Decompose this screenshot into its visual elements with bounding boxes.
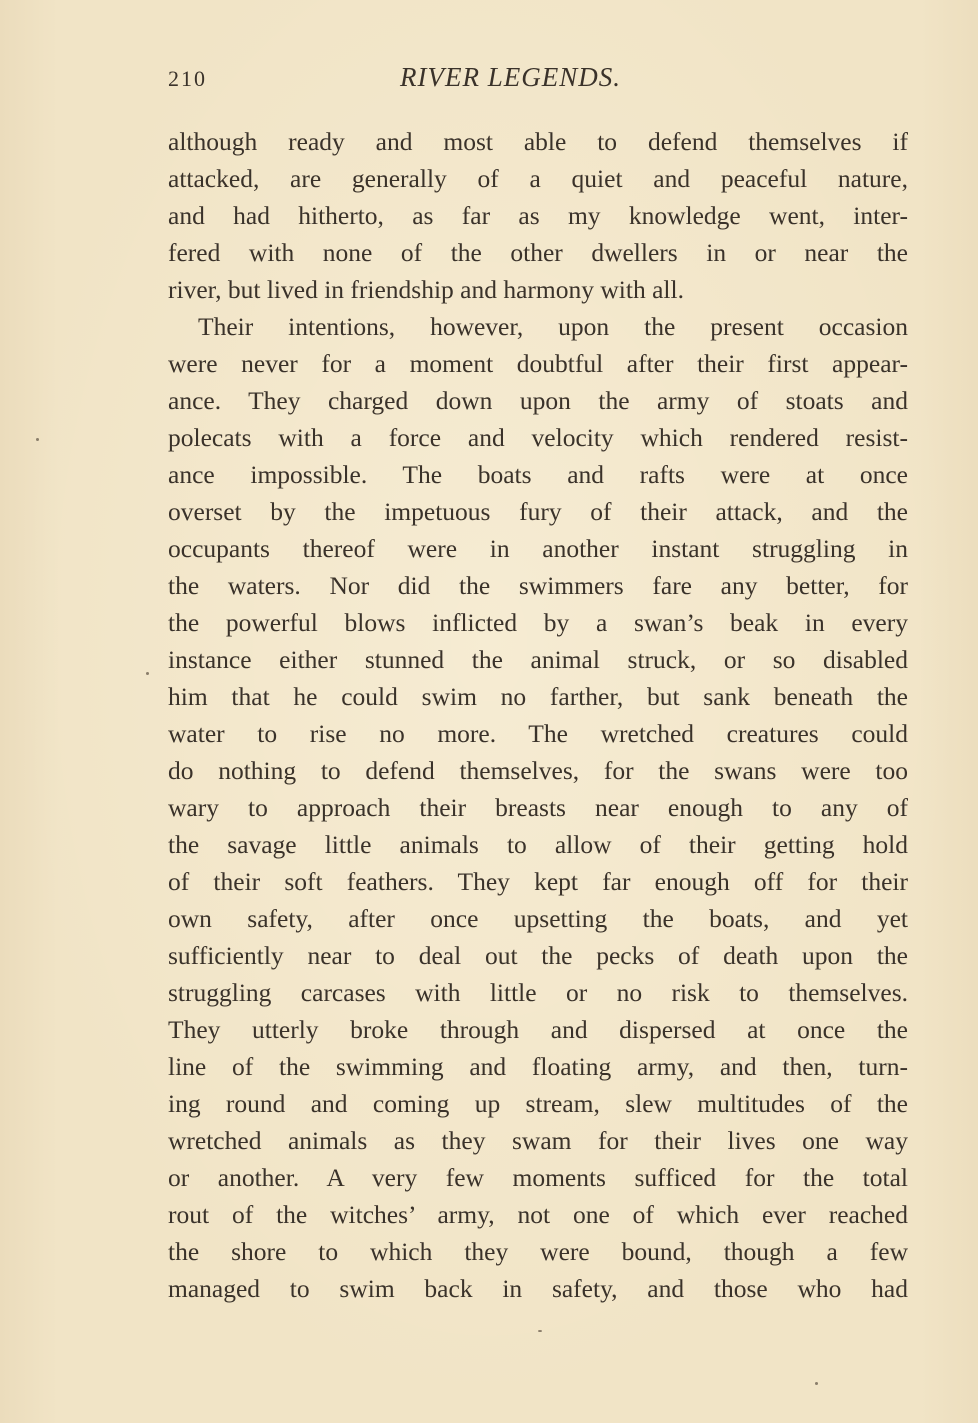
text-line: water to rise no more. The wretched creatures could [168,719,908,748]
running-header [168,62,908,98]
text-line: overset by the impetuous fury of their attack, and the [168,497,908,526]
text-line: him that he could swim no farther, but sank beneath the [168,682,908,711]
text-line: struggling carcases with little or no risk to themselves. [168,978,908,1007]
paper-speck [146,672,149,675]
text-line: wary to approach their breasts near enough to any of [168,793,908,822]
text-line: sufficiently near to deal out the pecks of death upon the [168,941,908,970]
text-line: the shore to which they were bound, though a few [168,1237,908,1266]
text-line: ance impossible. The boats and rafts were at once [168,460,908,489]
text-line: ance. They charged down upon the army of stoats and [168,386,908,415]
text-line: of their soft feathers. They kept far enough off for their [168,867,908,896]
text-line: the savage little animals to allow of their getting hold [168,830,908,859]
text-line: or another. A very few moments sufficed for the total [168,1163,908,1192]
text-line: Their intentions, however, upon the present occasion [198,312,908,341]
paper-speck [36,438,39,441]
text-line: river, but lived in friendship and harmony with all. [168,275,684,304]
text-line: They utterly broke through and dispersed at once the [168,1015,908,1044]
text-line: ing round and coming up stream, slew multitudes of the [168,1089,908,1118]
text-line: attacked, are generally of a quiet and peaceful nature, [168,164,908,193]
text-line: and had hitherto, as far as my knowledge went, inter- [168,201,908,230]
body-text [168,123,908,1307]
text-line: wretched animals as they swam for their lives one way [168,1126,908,1155]
text-line: managed to swim back in safety, and those who had [168,1274,908,1303]
text-line: rout of the witches’ army, not one of which ever reached [168,1200,908,1229]
page-number: 210 [168,66,207,91]
text-line: do nothing to defend themselves, for the swans were too [168,756,908,785]
text-line: although ready and most able to defend themselves if [168,127,908,156]
text-line: instance either stunned the animal struck, or so disabled [168,645,908,674]
text-line: the powerful blows inflicted by a swan’s beak in every [168,608,908,637]
text-line: the waters. Nor did the swimmers fare any better, for [168,571,908,600]
text-line: line of the swimming and floating army, and then, turn- [168,1052,908,1081]
text-line: occupants thereof were in another instant struggling in [168,534,908,563]
text-line: were never for a moment doubtful after their first appear- [168,349,908,378]
paper-speck [815,1382,818,1385]
text-line: polecats with a force and velocity which rendered resist- [168,423,908,452]
text-line: own safety, after once upsetting the boats, and yet [168,904,908,933]
paper-speck [538,1330,542,1332]
text-line: fered with none of the other dwellers in or near the [168,238,908,267]
running-title: RIVER LEGENDS. [400,62,621,92]
